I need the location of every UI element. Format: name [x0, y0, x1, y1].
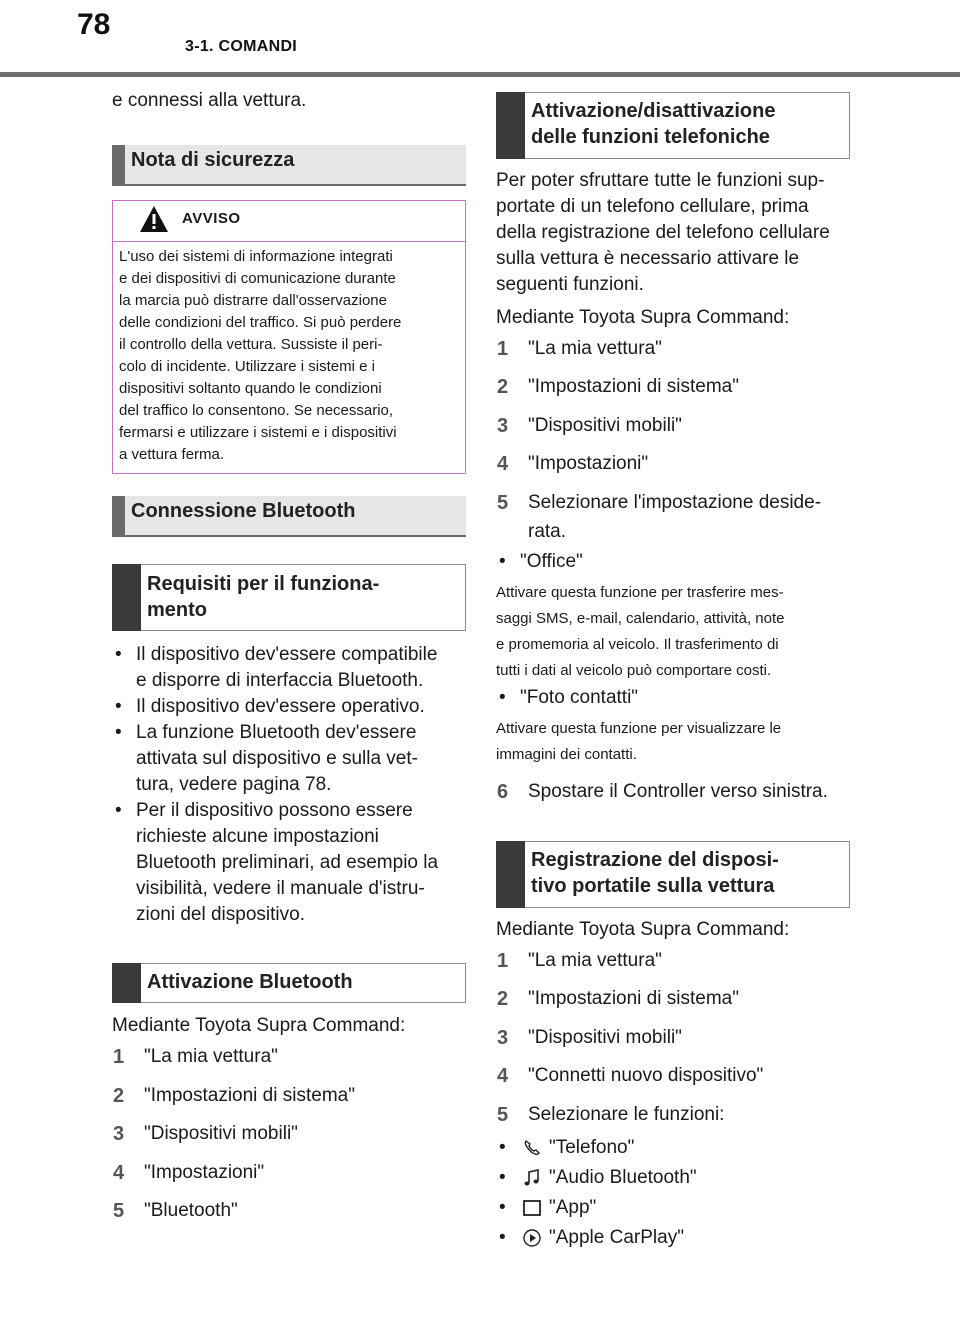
step-number: 4	[497, 1065, 509, 1087]
step-number: 5	[497, 1104, 509, 1126]
step-text: "La mia vettura"	[528, 338, 662, 359]
warning-box	[112, 200, 466, 474]
office-option	[496, 549, 850, 575]
warning-title: AVVISO	[182, 210, 241, 227]
step-number: 1	[113, 1046, 125, 1068]
step-text: "Dispositivi mobili"	[528, 1027, 682, 1048]
intro-line: Per poter sfruttare tutte le funzioni sup-	[496, 170, 825, 191]
function-label: "Apple CarPlay"	[549, 1227, 684, 1248]
list-item-line: tura, vedere pagina 78.	[136, 774, 332, 795]
step-number: 4	[113, 1162, 125, 1184]
step-number: 2	[497, 988, 509, 1010]
step-text: rata.	[528, 521, 567, 542]
list-item	[112, 694, 466, 720]
step-item	[113, 1121, 298, 1147]
list-item	[112, 642, 466, 694]
bullet: •	[499, 1197, 506, 1218]
step-item	[497, 451, 648, 477]
warning-line: a vettura ferma.	[119, 446, 225, 463]
step-number: 4	[497, 453, 509, 475]
step-item	[113, 1160, 264, 1186]
step-number: 1	[497, 950, 509, 972]
function-app	[496, 1195, 850, 1221]
warning-line: L'uso dei sistemi di informazione integrati	[119, 248, 393, 265]
step-item	[497, 986, 739, 1012]
step-item	[497, 1063, 763, 1089]
list-item-line: • Il dispositivo dev'essere operativo.	[136, 696, 425, 717]
warning-line: il controllo della vettura. Sussiste il peri-	[119, 336, 383, 353]
intro-text: e connessi alla vettura.	[112, 90, 307, 111]
step-text: "Bluetooth"	[144, 1200, 238, 1221]
warning-triangle-icon	[139, 204, 169, 234]
step-item	[497, 490, 821, 545]
register-heading-line: Registrazione del disposi-	[531, 849, 779, 871]
function-label: "App"	[549, 1197, 597, 1218]
page-number: 78	[77, 8, 111, 41]
step-text: Selezionare le funzioni:	[528, 1104, 725, 1125]
step-item	[497, 779, 828, 805]
intro-line: seguenti funzioni.	[496, 274, 644, 295]
function-telefono	[496, 1135, 850, 1161]
warning-line: la marcia può distrarre dall'osservazione	[119, 292, 387, 309]
step-text: Spostare il Controller verso sinistra.	[528, 781, 828, 802]
list-item-line: • Per il dispositivo possono essere	[136, 800, 413, 821]
step-number: 5	[113, 1200, 125, 1222]
step-text: "Dispositivi mobili"	[144, 1123, 298, 1144]
warning-line: e dei dispositivi di comunicazione durante	[119, 270, 396, 287]
via-text: Mediante Toyota Supra Command:	[112, 1015, 406, 1036]
list-item	[496, 549, 850, 575]
step-text: "Connetti nuovo dispositivo"	[528, 1065, 764, 1086]
step-text: Selezionare l'impostazione deside-	[528, 492, 822, 513]
function-label: "Telefono"	[549, 1137, 635, 1158]
list-item-line: Bluetooth preliminari, ad esempio la	[136, 852, 439, 873]
register-heading	[496, 841, 850, 908]
step-number: 5	[497, 492, 509, 514]
bluetooth-heading	[112, 496, 466, 537]
list-item-line: visibilità, vedere il manuale d'istru-	[136, 878, 425, 899]
desc-line: Attivare questa funzione per trasferire mes-	[496, 584, 784, 601]
step-item	[497, 374, 739, 400]
step-item	[497, 336, 662, 362]
heading-bar	[112, 564, 141, 631]
list-item-line: zioni del dispositivo.	[136, 904, 305, 925]
function-audio-bluetooth	[496, 1165, 850, 1191]
activation-heading	[112, 963, 466, 1003]
play-circle-icon	[522, 1228, 542, 1248]
step-item	[497, 1102, 724, 1128]
square-icon	[522, 1198, 542, 1218]
step-number: 1	[497, 338, 509, 360]
desc-line: e promemoria al veicolo. Il trasferimento di	[496, 636, 779, 653]
step-item	[497, 413, 682, 439]
list-item	[112, 798, 466, 928]
heading-bar	[112, 963, 141, 1003]
intro-line: della registrazione del telefono cellulare	[496, 222, 830, 243]
step-item	[113, 1198, 238, 1224]
safety-heading	[112, 145, 466, 186]
list-item	[112, 720, 466, 798]
desc-line: Attivare questa funzione per visualizzare le	[496, 720, 782, 737]
desc-line: saggi SMS, e-mail, calendario, attività, note	[496, 610, 785, 627]
desc-line: tutti i dati al veicolo può comportare costi.	[496, 662, 772, 679]
activation-heading-label: Attivazione Bluetooth	[147, 971, 353, 993]
bluetooth-heading-label: Connessione Bluetooth	[131, 500, 356, 522]
step-text: "Impostazioni di sistema"	[528, 376, 739, 397]
step-text: "La mia vettura"	[528, 950, 662, 971]
via-text: Mediante Toyota Supra Command:	[496, 307, 790, 328]
list-item-line: richieste alcune impostazioni	[136, 826, 379, 847]
office-description	[496, 580, 850, 684]
step-number: 6	[497, 781, 509, 803]
safety-heading-label: Nota di sicurezza	[131, 149, 295, 171]
bullet: •	[499, 1167, 506, 1188]
warning-line: del traffico lo consentono. Se necessario,	[119, 402, 394, 419]
desc-line: immagini dei contatti.	[496, 746, 637, 763]
requirements-heading-line: Requisiti per il funziona-	[147, 573, 380, 595]
option-label: • "Foto contatti"	[520, 687, 639, 708]
list-item	[496, 685, 850, 711]
phone-icon	[522, 1138, 542, 1158]
step-text: "Impostazioni"	[528, 453, 649, 474]
step-text: "Impostazioni di sistema"	[528, 988, 739, 1009]
step-text: "Impostazioni"	[144, 1162, 265, 1183]
step-item	[113, 1083, 355, 1109]
function-label: "Audio Bluetooth"	[549, 1167, 697, 1188]
music-note-icon	[522, 1168, 542, 1188]
requirements-list	[112, 642, 466, 928]
header-divider	[0, 72, 960, 77]
step-text: "Dispositivi mobili"	[528, 415, 682, 436]
list-item-line: attivata sul dispositivo e sulla vet-	[136, 748, 418, 769]
step-text: "Impostazioni di sistema"	[144, 1085, 355, 1106]
photo-description	[496, 716, 850, 768]
phone-intro	[496, 168, 850, 298]
page-header	[0, 0, 960, 78]
step-number: 2	[113, 1085, 125, 1107]
intro-line: sulla vettura è necessario attivare le	[496, 248, 800, 269]
step-text: "La mia vettura"	[144, 1046, 278, 1067]
bullet: •	[499, 1227, 506, 1248]
photo-option	[496, 685, 850, 711]
phone-functions-heading	[496, 92, 850, 159]
register-heading-line: tivo portatile sulla vettura	[531, 875, 775, 897]
warning-text	[113, 242, 465, 466]
bullet: •	[499, 1137, 506, 1158]
step-number: 3	[113, 1123, 125, 1145]
warning-line: delle condizioni del traffico. Si può perdere	[119, 314, 402, 331]
heading-bar	[496, 92, 525, 159]
option-label: • "Office"	[520, 551, 583, 572]
phone-heading-line: delle funzioni telefoniche	[531, 126, 770, 148]
step-item	[497, 948, 662, 974]
chapter-title: 3-1. COMANDI	[185, 38, 298, 55]
heading-bar	[496, 841, 525, 908]
warning-line: dispositivi soltanto quando le condizioni	[119, 380, 382, 397]
list-item-line: • La funzione Bluetooth dev'essere	[136, 722, 417, 743]
list-item-line: • Il dispositivo dev'essere compatibile	[136, 644, 438, 665]
function-apple-carplay	[496, 1225, 850, 1251]
phone-heading-line: Attivazione/disattivazione	[531, 100, 776, 122]
step-item	[113, 1044, 278, 1070]
warning-line: fermarsi e utilizzare i sistemi e i dispositivi	[119, 424, 397, 441]
step-number: 3	[497, 415, 509, 437]
requirements-heading-line: mento	[147, 599, 207, 621]
via-text: Mediante Toyota Supra Command:	[496, 919, 790, 940]
step-item	[497, 1025, 682, 1051]
warning-line: colo di incidente. Utilizzare i sistemi e i	[119, 358, 375, 375]
intro-line: portate di un telefono cellulare, prima	[496, 196, 809, 217]
requirements-heading	[112, 564, 466, 631]
step-number: 3	[497, 1027, 509, 1049]
list-item-line: e disporre di interfaccia Bluetooth.	[136, 670, 424, 691]
step-number: 2	[497, 376, 509, 398]
warning-header	[113, 201, 465, 242]
